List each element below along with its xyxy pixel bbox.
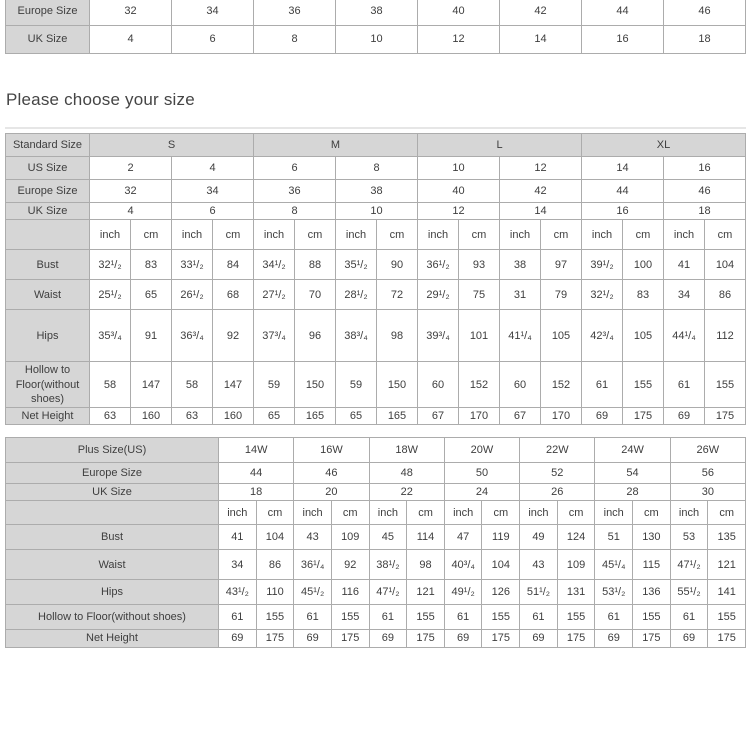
measure-value-cell: 175 [633, 630, 671, 647]
measure-row [6, 362, 746, 408]
size-value-cell: 30 [670, 484, 745, 501]
measure-value-cell: 160 [213, 408, 254, 425]
measure-value-cell: 49 [520, 525, 558, 550]
unit-label-cell: cm [557, 501, 595, 525]
measure-value-cell: 69 [582, 408, 623, 425]
size-value-cell: 4 [90, 26, 172, 54]
measure-value-cell: 160 [131, 408, 172, 425]
unit-label-cell: inch [664, 220, 705, 250]
measure-value-cell: 88 [295, 250, 336, 280]
size-value-cell: 38 [336, 180, 418, 203]
measure-value-cell: 61 [444, 605, 482, 630]
measure-value-cell: 175 [708, 630, 746, 647]
measure-value-cell: 175 [256, 630, 294, 647]
measure-value-cell: 60 [418, 362, 459, 408]
measure-value-cell: 51¹/₂ [520, 580, 558, 605]
size-value-cell: 8 [254, 26, 336, 54]
measure-value-cell: 165 [377, 408, 418, 425]
measure-row [6, 630, 746, 647]
size-value-cell: 24W [595, 438, 670, 463]
measure-value-cell: 79 [541, 280, 582, 310]
measure-value-cell: 69 [219, 630, 257, 647]
size-value-cell: 44 [582, 0, 664, 26]
unit-label-cell: inch [369, 501, 407, 525]
measure-value-cell: 53 [670, 525, 708, 550]
size-value-cell: 32 [90, 0, 172, 26]
measure-value-cell: 47¹/₂ [369, 580, 407, 605]
measure-value-cell: 40³/₄ [444, 550, 482, 580]
measure-value-cell: 170 [541, 408, 582, 425]
size-value-cell: 42 [500, 0, 582, 26]
size-value-cell: 40 [418, 180, 500, 203]
measure-value-cell: 38¹/₂ [369, 550, 407, 580]
measure-value-cell: 42³/₄ [582, 310, 623, 362]
measure-value-cell: 83 [623, 280, 664, 310]
size-value-cell: 16 [664, 157, 746, 180]
measure-value-cell: 136 [633, 580, 671, 605]
row-label-cell: Hips [6, 310, 90, 362]
measure-value-cell: 58 [172, 362, 213, 408]
unit-label-cell: cm [708, 501, 746, 525]
measure-row [6, 580, 746, 605]
measure-value-cell: 97 [541, 250, 582, 280]
measure-value-cell: 68 [213, 280, 254, 310]
measure-value-cell: 101 [459, 310, 500, 362]
size-value-cell: 46 [664, 180, 746, 203]
size-row [6, 0, 746, 26]
measure-value-cell: 47¹/₂ [670, 550, 708, 580]
unit-label-cell: inch [444, 501, 482, 525]
measure-value-cell: 36³/₄ [172, 310, 213, 362]
size-group-cell: S [90, 134, 254, 157]
size-value-cell: 36 [254, 0, 336, 26]
measure-value-cell: 59 [336, 362, 377, 408]
measure-value-cell: 131 [557, 580, 595, 605]
size-value-cell: 44 [219, 463, 294, 484]
size-value-cell: 52 [520, 463, 595, 484]
measure-value-cell: 55¹/₂ [670, 580, 708, 605]
size-value-cell: 8 [254, 203, 336, 220]
measure-value-cell: 72 [377, 280, 418, 310]
row-label-cell: Hollow to Floor(without shoes) [6, 605, 219, 630]
measure-row [6, 525, 746, 550]
measure-value-cell: 175 [557, 630, 595, 647]
row-label-cell: UK Size [6, 203, 90, 220]
measure-value-cell: 43 [520, 550, 558, 580]
size-value-cell: 18 [664, 26, 746, 54]
measure-value-cell: 115 [633, 550, 671, 580]
size-value-cell: 24 [444, 484, 519, 501]
size-value-cell: 14W [219, 438, 294, 463]
measure-value-cell: 155 [705, 362, 746, 408]
measure-value-cell: 32¹/₂ [582, 280, 623, 310]
row-label-cell: Net Height [6, 630, 219, 647]
measure-value-cell: 147 [131, 362, 172, 408]
row-label-cell: Bust [6, 525, 219, 550]
size-value-cell: 36 [254, 180, 336, 203]
measure-value-cell: 116 [331, 580, 369, 605]
measure-value-cell: 175 [705, 408, 746, 425]
measure-row [6, 408, 746, 425]
measure-value-cell: 105 [623, 310, 664, 362]
unit-row [6, 220, 746, 250]
measure-value-cell: 86 [256, 550, 294, 580]
size-value-cell: 10 [418, 157, 500, 180]
measure-value-cell: 36¹/₄ [294, 550, 332, 580]
page-title: Please choose your size [6, 90, 195, 109]
row-label-cell: UK Size [6, 26, 90, 54]
unit-label-cell: inch [500, 220, 541, 250]
measure-value-cell: 109 [557, 550, 595, 580]
measure-row [6, 280, 746, 310]
measure-value-cell: 61 [582, 362, 623, 408]
size-row [6, 438, 746, 463]
size-value-cell: 44 [582, 180, 664, 203]
measure-value-cell: 155 [407, 605, 445, 630]
size-value-cell: 34 [172, 180, 254, 203]
row-label-cell: Plus Size(US) [6, 438, 219, 463]
measure-value-cell: 37³/₄ [254, 310, 295, 362]
clipped-top-table [5, 0, 747, 55]
measure-value-cell: 130 [633, 525, 671, 550]
unit-label-cell: cm [459, 220, 500, 250]
measure-value-cell: 41 [219, 525, 257, 550]
row-label-cell: Hollow to Floor(without shoes) [6, 362, 90, 408]
measure-value-cell: 150 [295, 362, 336, 408]
row-label-cell: Waist [6, 550, 219, 580]
size-row [6, 26, 746, 54]
measure-value-cell: 41¹/₄ [500, 310, 541, 362]
measure-value-cell: 155 [482, 605, 520, 630]
unit-label-cell: inch [254, 220, 295, 250]
unit-label-cell: cm [705, 220, 746, 250]
measure-value-cell: 90 [377, 250, 418, 280]
unit-label-cell: inch [172, 220, 213, 250]
measure-value-cell: 38³/₄ [336, 310, 377, 362]
measure-value-cell: 175 [407, 630, 445, 647]
measure-value-cell: 45¹/₄ [595, 550, 633, 580]
measure-value-cell: 25¹/₂ [90, 280, 131, 310]
size-value-cell: 4 [172, 157, 254, 180]
measure-value-cell: 135 [708, 525, 746, 550]
measure-value-cell: 121 [407, 580, 445, 605]
size-value-cell: 22W [520, 438, 595, 463]
size-value-cell: 12 [418, 26, 500, 54]
measure-value-cell: 39¹/₂ [582, 250, 623, 280]
measure-value-cell: 49¹/₂ [444, 580, 482, 605]
unit-label-cell: inch [582, 220, 623, 250]
size-value-cell: 40 [418, 0, 500, 26]
size-value-cell: 8 [336, 157, 418, 180]
size-value-cell: 48 [369, 463, 444, 484]
measure-value-cell: 175 [482, 630, 520, 647]
measure-value-cell: 105 [541, 310, 582, 362]
unit-label-cell: cm [482, 501, 520, 525]
measure-value-cell: 34¹/₂ [254, 250, 295, 280]
size-value-cell: 26W [670, 438, 745, 463]
size-value-cell: 16W [294, 438, 369, 463]
size-value-cell: 46 [664, 0, 746, 26]
measure-value-cell: 35¹/₂ [336, 250, 377, 280]
row-label-cell: Hips [6, 580, 219, 605]
plus-size-table [5, 437, 746, 648]
measure-value-cell: 114 [407, 525, 445, 550]
size-value-cell: 50 [444, 463, 519, 484]
measure-value-cell: 141 [708, 580, 746, 605]
unit-label-cell: cm [256, 501, 294, 525]
size-value-cell: 6 [172, 26, 254, 54]
unit-label-cell: inch [219, 501, 257, 525]
measure-value-cell: 110 [256, 580, 294, 605]
measure-value-cell: 92 [213, 310, 254, 362]
unit-label-cell: inch [294, 501, 332, 525]
measure-value-cell: 155 [331, 605, 369, 630]
measure-value-cell: 27¹/₂ [254, 280, 295, 310]
size-value-cell: 4 [90, 203, 172, 220]
measure-value-cell: 98 [407, 550, 445, 580]
measure-value-cell: 70 [295, 280, 336, 310]
unit-label-cell: cm [541, 220, 582, 250]
size-value-cell: 10 [336, 26, 418, 54]
measure-value-cell: 69 [664, 408, 705, 425]
measure-value-cell: 34 [664, 280, 705, 310]
measure-value-cell: 26¹/₂ [172, 280, 213, 310]
size-group-cell: L [418, 134, 582, 157]
size-value-cell: 56 [670, 463, 745, 484]
size-value-cell: 32 [90, 180, 172, 203]
standard-size-table-section [5, 133, 746, 425]
size-value-cell: 34 [172, 0, 254, 26]
size-value-cell: 28 [595, 484, 670, 501]
size-row [6, 484, 746, 501]
unit-label-cell: cm [633, 501, 671, 525]
unit-label-cell: inch [418, 220, 459, 250]
measure-value-cell: 155 [623, 362, 664, 408]
measure-value-cell: 34 [219, 550, 257, 580]
measure-value-cell: 155 [256, 605, 294, 630]
measure-value-cell: 69 [294, 630, 332, 647]
measure-value-cell: 104 [705, 250, 746, 280]
measure-value-cell: 31 [500, 280, 541, 310]
heading-divider [5, 127, 746, 129]
size-row [6, 463, 746, 484]
row-label-cell: Europe Size [6, 180, 90, 203]
measure-value-cell: 150 [377, 362, 418, 408]
measure-value-cell: 104 [256, 525, 294, 550]
row-label-cell: Europe Size [6, 463, 219, 484]
unit-label-cell: cm [295, 220, 336, 250]
size-value-cell: 54 [595, 463, 670, 484]
measure-value-cell: 59 [254, 362, 295, 408]
measure-value-cell: 67 [418, 408, 459, 425]
measure-row [6, 310, 746, 362]
measure-value-cell: 53¹/₂ [595, 580, 633, 605]
measure-value-cell: 155 [557, 605, 595, 630]
unit-row [6, 501, 746, 525]
measure-value-cell: 86 [705, 280, 746, 310]
measure-value-cell: 29¹/₂ [418, 280, 459, 310]
measure-value-cell: 93 [459, 250, 500, 280]
row-label-cell: Bust [6, 250, 90, 280]
measure-value-cell: 43 [294, 525, 332, 550]
unit-label-cell: cm [213, 220, 254, 250]
measure-value-cell: 92 [331, 550, 369, 580]
measure-value-cell: 61 [369, 605, 407, 630]
size-value-cell: 20W [444, 438, 519, 463]
measure-value-cell: 65 [131, 280, 172, 310]
row-label-cell: Waist [6, 280, 90, 310]
measure-value-cell: 170 [459, 408, 500, 425]
measure-value-cell: 152 [459, 362, 500, 408]
row-label-cell: US Size [6, 157, 90, 180]
row-label-cell-empty [6, 220, 90, 250]
row-label-cell-empty [6, 501, 219, 525]
measure-value-cell: 44¹/₄ [664, 310, 705, 362]
measure-value-cell: 61 [219, 605, 257, 630]
measure-value-cell: 65 [254, 408, 295, 425]
measure-value-cell: 60 [500, 362, 541, 408]
size-value-cell: 22 [369, 484, 444, 501]
measure-value-cell: 69 [595, 630, 633, 647]
measure-value-cell: 175 [331, 630, 369, 647]
size-group-cell: M [254, 134, 418, 157]
size-value-cell: 10 [336, 203, 418, 220]
measure-value-cell: 67 [500, 408, 541, 425]
size-value-cell: 38 [336, 0, 418, 26]
measure-value-cell: 69 [670, 630, 708, 647]
measure-value-cell: 119 [482, 525, 520, 550]
size-value-cell: 12 [418, 203, 500, 220]
size-value-cell: 42 [500, 180, 582, 203]
size-value-cell: 16 [582, 203, 664, 220]
measure-row [6, 550, 746, 580]
row-label-cell: Europe Size [6, 0, 90, 26]
measure-value-cell: 41 [664, 250, 705, 280]
size-value-cell: 2 [90, 157, 172, 180]
measure-value-cell: 98 [377, 310, 418, 362]
measure-value-cell: 91 [131, 310, 172, 362]
measure-value-cell: 96 [295, 310, 336, 362]
plus-size-table-section [5, 437, 746, 648]
size-row [6, 180, 746, 203]
measure-value-cell: 43¹/₂ [219, 580, 257, 605]
unit-label-cell: inch [670, 501, 708, 525]
measure-value-cell: 47 [444, 525, 482, 550]
size-value-cell: 20 [294, 484, 369, 501]
measure-value-cell: 39³/₄ [418, 310, 459, 362]
measure-value-cell: 36¹/₂ [418, 250, 459, 280]
size-group-row [6, 134, 746, 157]
standard-size-label-cell: Standard Size [6, 134, 90, 157]
measure-value-cell: 69 [444, 630, 482, 647]
measure-value-cell: 51 [595, 525, 633, 550]
measure-value-cell: 45¹/₂ [294, 580, 332, 605]
measure-value-cell: 45 [369, 525, 407, 550]
measure-value-cell: 63 [172, 408, 213, 425]
measure-value-cell: 75 [459, 280, 500, 310]
measure-value-cell: 69 [369, 630, 407, 647]
unit-label-cell: cm [131, 220, 172, 250]
unit-label-cell: inch [520, 501, 558, 525]
measure-value-cell: 61 [664, 362, 705, 408]
measure-value-cell: 112 [705, 310, 746, 362]
measure-value-cell: 65 [336, 408, 377, 425]
measure-value-cell: 83 [131, 250, 172, 280]
measure-value-cell: 152 [541, 362, 582, 408]
unit-label-cell: inch [90, 220, 131, 250]
measure-value-cell: 38 [500, 250, 541, 280]
size-value-cell: 18 [664, 203, 746, 220]
row-label-cell: UK Size [6, 484, 219, 501]
measure-value-cell: 61 [294, 605, 332, 630]
unit-label-cell: cm [623, 220, 664, 250]
unit-label-cell: cm [407, 501, 445, 525]
clipped-top-table-grid [5, 0, 746, 54]
measure-value-cell: 147 [213, 362, 254, 408]
size-row [6, 203, 746, 220]
measure-row [6, 250, 746, 280]
measure-value-cell: 175 [623, 408, 664, 425]
size-value-cell: 46 [294, 463, 369, 484]
size-value-cell: 6 [254, 157, 336, 180]
unit-label-cell: inch [595, 501, 633, 525]
measure-value-cell: 104 [482, 550, 520, 580]
size-value-cell: 12 [500, 157, 582, 180]
size-value-cell: 6 [172, 203, 254, 220]
measure-value-cell: 100 [623, 250, 664, 280]
size-value-cell: 18W [369, 438, 444, 463]
measure-value-cell: 32¹/₂ [90, 250, 131, 280]
size-value-cell: 14 [582, 157, 664, 180]
measure-value-cell: 109 [331, 525, 369, 550]
measure-value-cell: 61 [670, 605, 708, 630]
row-label-cell: Net Height [6, 408, 90, 425]
measure-value-cell: 33¹/₂ [172, 250, 213, 280]
measure-value-cell: 155 [633, 605, 671, 630]
size-value-cell: 26 [520, 484, 595, 501]
standard-size-table [5, 133, 746, 425]
measure-value-cell: 61 [520, 605, 558, 630]
measure-value-cell: 84 [213, 250, 254, 280]
size-value-cell: 14 [500, 203, 582, 220]
size-group-cell: XL [582, 134, 746, 157]
measure-value-cell: 61 [595, 605, 633, 630]
measure-value-cell: 165 [295, 408, 336, 425]
measure-value-cell: 121 [708, 550, 746, 580]
measure-value-cell: 28¹/₂ [336, 280, 377, 310]
measure-row [6, 605, 746, 630]
unit-label-cell: inch [336, 220, 377, 250]
size-value-cell: 14 [500, 26, 582, 54]
unit-label-cell: cm [377, 220, 418, 250]
measure-value-cell: 124 [557, 525, 595, 550]
measure-value-cell: 155 [708, 605, 746, 630]
measure-value-cell: 69 [520, 630, 558, 647]
size-value-cell: 16 [582, 26, 664, 54]
measure-value-cell: 63 [90, 408, 131, 425]
measure-value-cell: 126 [482, 580, 520, 605]
measure-value-cell: 58 [90, 362, 131, 408]
size-value-cell: 18 [219, 484, 294, 501]
measure-value-cell: 35³/₄ [90, 310, 131, 362]
size-row [6, 157, 746, 180]
unit-label-cell: cm [331, 501, 369, 525]
